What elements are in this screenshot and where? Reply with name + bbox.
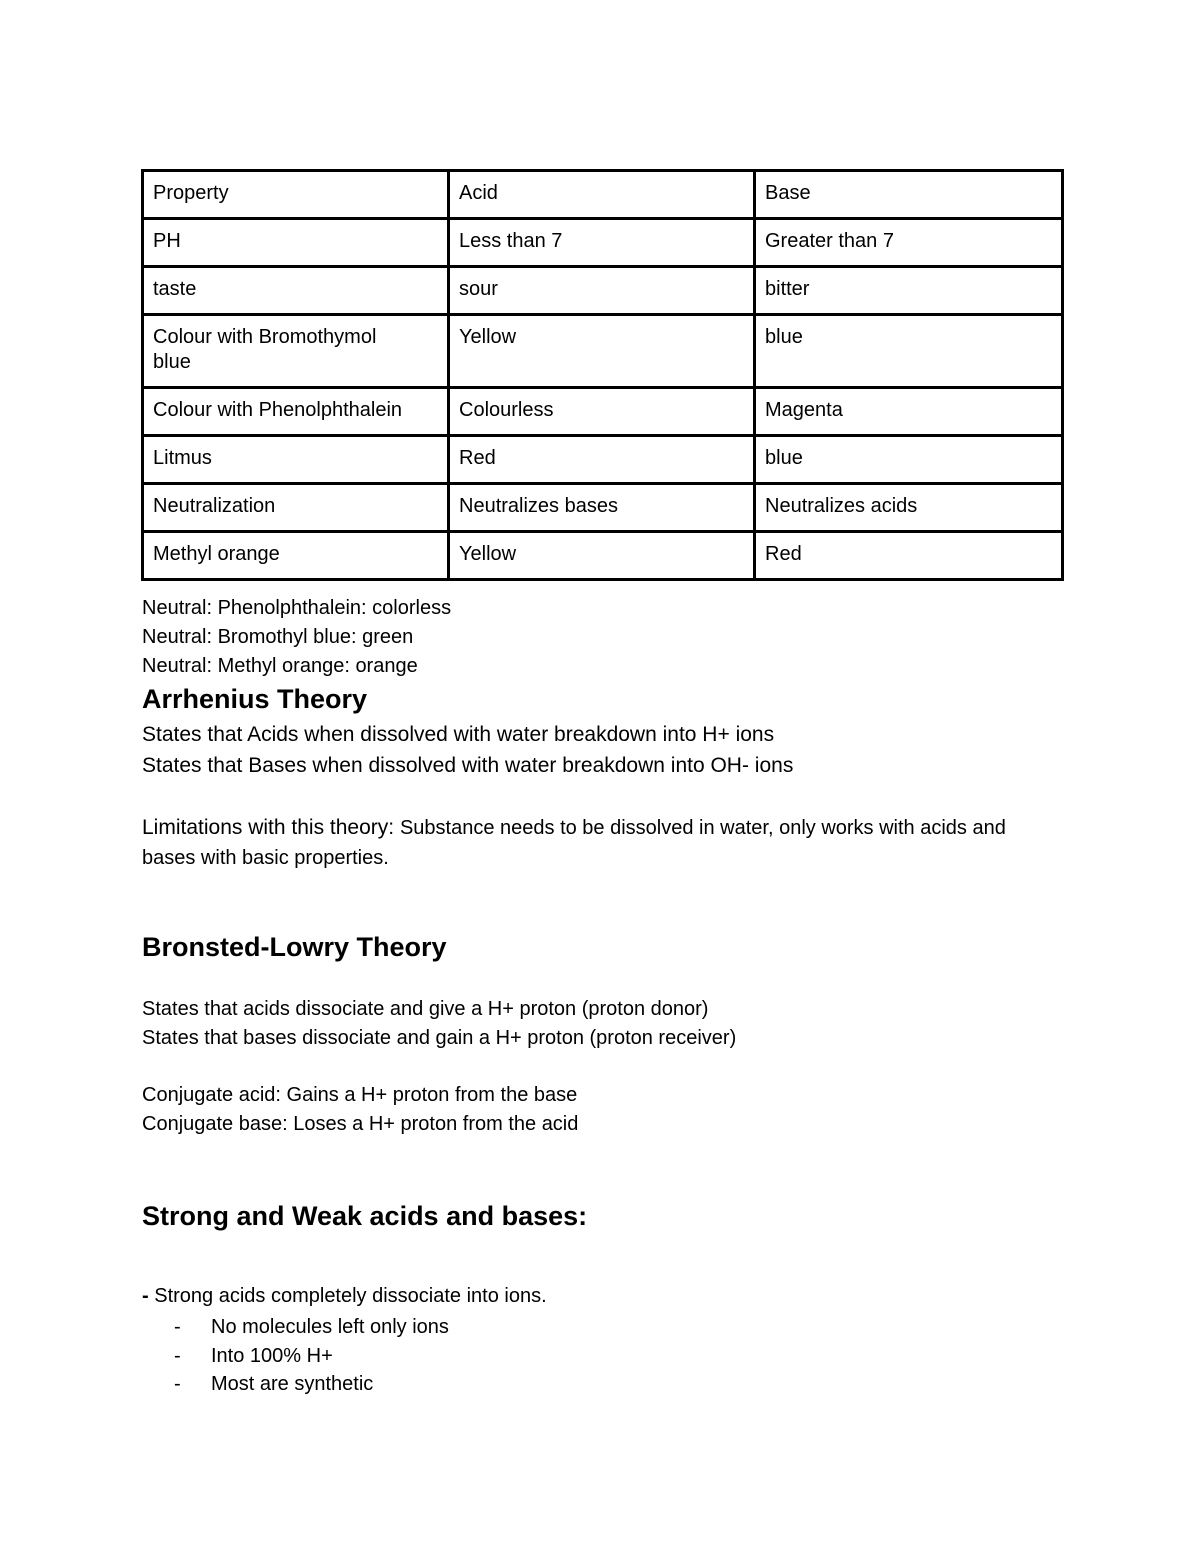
- bullet-dash: -: [174, 1344, 181, 1367]
- bronsted-statements: [142, 995, 736, 1053]
- table-cell: Less than 7: [449, 219, 755, 267]
- table-row: [143, 315, 1063, 388]
- limitations-text: Substance needs to be dissolved in water, only works with acids and bases with basic properties.: [142, 817, 1006, 869]
- list-item: [174, 1313, 449, 1342]
- table-row: [143, 436, 1063, 484]
- arrhenius-limitations: [142, 813, 1062, 873]
- table-row: [143, 484, 1063, 532]
- list-item: [174, 1342, 449, 1371]
- neutral-note: Neutral: Bromothyl blue: green: [142, 626, 414, 648]
- table-cell: Greater than 7: [755, 219, 1063, 267]
- bronsted-heading: Bronsted-Lowry Theory: [142, 932, 447, 962]
- neutral-note: Neutral: Methyl orange: orange: [142, 655, 418, 677]
- list-item: [174, 1370, 449, 1399]
- table-header-cell: Base: [755, 171, 1063, 219]
- table-cell: Colour with Bromothymol blue: [143, 315, 449, 388]
- table-row: [143, 267, 1063, 315]
- table-header-cell: Acid: [449, 171, 755, 219]
- arrhenius-heading: Arrhenius Theory: [142, 684, 368, 714]
- list-item-text: Most are synthetic: [211, 1373, 374, 1395]
- table-cell: Yellow: [449, 315, 755, 388]
- strong-acids-list: [174, 1313, 449, 1399]
- lead-text: Strong acids completely dissociate into ions.: [154, 1285, 547, 1307]
- table-header-row: [143, 171, 1063, 219]
- arrhenius-line: States that Bases when dissolved with water breakdown into OH- ions: [142, 754, 794, 777]
- lead-dash: -: [142, 1285, 149, 1307]
- table-cell: Magenta: [755, 388, 1063, 436]
- bullet-dash: -: [174, 1373, 181, 1395]
- limitations-label: Limitations with this theory:: [142, 816, 395, 839]
- conjugate-line: Conjugate base: Loses a H+ proton from the acid: [142, 1113, 579, 1135]
- table-cell: Colourless: [449, 388, 755, 436]
- table-cell: blue: [755, 436, 1063, 484]
- table-cell: Red: [449, 436, 755, 484]
- arrhenius-line: States that Acids when dissolved with water breakdown into H+ ions: [142, 723, 775, 746]
- table-cell: blue: [755, 315, 1063, 388]
- table-cell: Methyl orange: [143, 532, 449, 580]
- conjugate-line: Conjugate acid: Gains a H+ proton from the base: [142, 1084, 578, 1106]
- properties-table: [141, 169, 1064, 581]
- table-row: [143, 532, 1063, 580]
- table-cell: Colour with Phenolphthalein: [143, 388, 449, 436]
- table-header-cell: Property: [143, 171, 449, 219]
- bronsted-line: States that acids dissociate and give a H+ proton (proton donor): [142, 998, 709, 1020]
- table-cell: Neutralizes acids: [755, 484, 1063, 532]
- conjugate-definitions: [142, 1081, 578, 1139]
- strong-acids-lead: [142, 1282, 547, 1311]
- bullet-dash: -: [174, 1316, 181, 1338]
- table-row: [143, 219, 1063, 267]
- table-cell: sour: [449, 267, 755, 315]
- table-row: [143, 388, 1063, 436]
- table-cell: Neutralizes bases: [449, 484, 755, 532]
- list-item-text: Into 100% H+: [211, 1344, 333, 1367]
- neutral-note: Neutral: Phenolphthalein: colorless: [142, 597, 452, 619]
- arrhenius-statements: [142, 719, 793, 781]
- table-cell: PH: [143, 219, 449, 267]
- table-cell: Yellow: [449, 532, 755, 580]
- table-cell: Red: [755, 532, 1063, 580]
- strong-weak-heading: Strong and Weak acids and bases:: [142, 1201, 588, 1231]
- table-cell: bitter: [755, 267, 1063, 315]
- table-cell: Litmus: [143, 436, 449, 484]
- list-item-text: No molecules left only ions: [211, 1316, 449, 1338]
- neutral-notes: [142, 594, 451, 681]
- table-cell: taste: [143, 267, 449, 315]
- table-cell: Neutralization: [143, 484, 449, 532]
- bronsted-line: States that bases dissociate and gain a H+ proton (proton receiver): [142, 1027, 737, 1049]
